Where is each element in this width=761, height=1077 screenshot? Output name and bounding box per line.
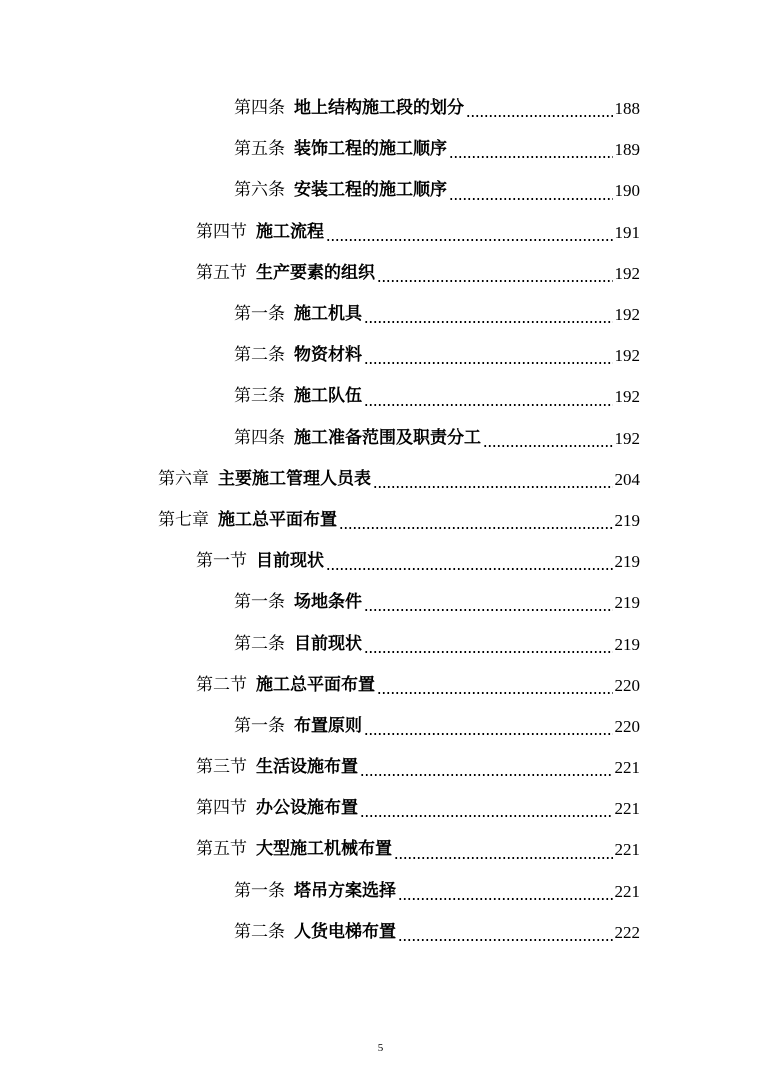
toc-entry-page: 192 — [614, 387, 640, 407]
toc-entry-page: 188 — [614, 99, 640, 119]
toc-entry-page: 219 — [614, 634, 640, 654]
toc-entry-title: 塔吊方案选择 — [294, 880, 396, 901]
toc-entry-number: 第七章 — [158, 509, 209, 530]
toc-entry-title: 施工准备范围及职责分工 — [294, 427, 481, 448]
toc-dot-leader — [449, 156, 613, 158]
toc-entry-title: 生活设施布置 — [256, 757, 358, 778]
toc-entry[interactable] — [0, 459, 761, 500]
toc-dot-leader — [466, 115, 613, 117]
toc-entry-title: 办公设施布置 — [256, 798, 358, 819]
toc-entry-number: 第二条 — [234, 345, 285, 366]
toc-entry-title: 主要施工管理人员表 — [218, 468, 371, 489]
toc-entry[interactable] — [0, 871, 761, 912]
toc-entry[interactable] — [0, 747, 761, 788]
toc-entry-page: 192 — [614, 263, 640, 283]
toc-dot-leader — [364, 404, 613, 406]
toc-dot-leader — [398, 939, 613, 941]
toc-entry-title: 物资材料 — [294, 345, 362, 366]
toc-dot-leader — [373, 486, 613, 488]
toc-dot-leader — [394, 857, 613, 859]
page-number: 5 — [377, 1042, 384, 1054]
toc-dot-leader — [360, 815, 613, 817]
toc-entry[interactable] — [0, 829, 761, 870]
toc-entry-page: 220 — [614, 675, 640, 695]
toc-entry-page: 219 — [614, 593, 640, 613]
toc-entry-number: 第一条 — [234, 715, 285, 736]
toc-entry-number: 第二条 — [234, 921, 285, 942]
toc-entry-number: 第三节 — [196, 757, 247, 778]
toc-entry-page: 191 — [614, 222, 640, 242]
toc-entry-title: 目前现状 — [294, 633, 362, 654]
toc-entry[interactable] — [0, 623, 761, 664]
toc-entry-title: 大型施工机械布置 — [256, 839, 392, 860]
toc-dot-leader — [377, 280, 613, 282]
toc-entry-title: 施工队伍 — [294, 386, 362, 407]
toc-dot-leader — [339, 527, 613, 529]
toc-dot-leader — [364, 321, 613, 323]
toc-entry[interactable] — [0, 129, 761, 170]
toc-entry-page: 192 — [614, 346, 640, 366]
toc-entry-title: 布置原则 — [294, 715, 362, 736]
toc-dot-leader — [377, 692, 613, 694]
toc-entry-page: 192 — [614, 428, 640, 448]
toc-dot-leader — [326, 568, 613, 570]
toc-entry-number: 第一条 — [234, 592, 285, 613]
toc-entry[interactable] — [0, 418, 761, 459]
toc-entry-number: 第五节 — [196, 262, 247, 283]
toc-entry-number: 第一节 — [196, 551, 247, 572]
toc-entry[interactable] — [0, 665, 761, 706]
toc-dot-leader — [483, 445, 613, 447]
toc-entry[interactable] — [0, 500, 761, 541]
toc-dot-leader — [364, 609, 613, 611]
table-of-contents — [0, 88, 761, 953]
toc-entry[interactable] — [0, 706, 761, 747]
toc-entry-number: 第三条 — [234, 386, 285, 407]
toc-entry-number: 第一条 — [234, 880, 285, 901]
toc-entry-page: 221 — [614, 881, 640, 901]
toc-dot-leader — [364, 733, 613, 735]
toc-dot-leader — [398, 898, 613, 900]
toc-entry-number: 第五条 — [234, 139, 285, 160]
toc-entry-title: 生产要素的组织 — [256, 262, 375, 283]
toc-entry-number: 第一条 — [234, 304, 285, 325]
toc-dot-leader — [449, 198, 613, 200]
toc-entry-title: 施工机具 — [294, 304, 362, 325]
toc-entry[interactable] — [0, 88, 761, 129]
toc-entry-number: 第六条 — [234, 180, 285, 201]
toc-entry[interactable] — [0, 170, 761, 211]
toc-entry-number: 第六章 — [158, 468, 209, 489]
toc-entry-title: 装饰工程的施工顺序 — [294, 139, 447, 160]
toc-entry-number: 第四条 — [234, 427, 285, 448]
toc-entry-title: 安装工程的施工顺序 — [294, 180, 447, 201]
toc-entry[interactable] — [0, 582, 761, 623]
toc-entry-title: 施工总平面布置 — [256, 674, 375, 695]
toc-entry-page: 222 — [614, 922, 640, 942]
toc-entry-page: 192 — [614, 305, 640, 325]
toc-entry-number: 第四节 — [196, 221, 247, 242]
toc-entry[interactable] — [0, 253, 761, 294]
toc-entry[interactable] — [0, 788, 761, 829]
toc-entry-title: 人货电梯布置 — [294, 921, 396, 942]
toc-entry[interactable] — [0, 376, 761, 417]
toc-entry-number: 第四节 — [196, 798, 247, 819]
toc-entry-page: 220 — [614, 716, 640, 736]
toc-entry[interactable] — [0, 212, 761, 253]
toc-entry-title: 施工总平面布置 — [218, 509, 337, 530]
toc-entry-page: 190 — [614, 181, 640, 201]
toc-dot-leader — [364, 362, 613, 364]
toc-entry-page: 221 — [614, 799, 640, 819]
toc-entry[interactable] — [0, 335, 761, 376]
toc-dot-leader — [360, 774, 613, 776]
toc-entry-page: 189 — [614, 140, 640, 160]
toc-entry-page: 219 — [614, 510, 640, 530]
toc-entry-title: 施工流程 — [256, 221, 324, 242]
toc-entry[interactable] — [0, 294, 761, 335]
toc-dot-leader — [364, 651, 613, 653]
toc-entry-page: 221 — [614, 758, 640, 778]
toc-entry-page: 219 — [614, 552, 640, 572]
toc-entry-number: 第二条 — [234, 633, 285, 654]
toc-entry-number: 第五节 — [196, 839, 247, 860]
toc-entry[interactable] — [0, 541, 761, 582]
toc-entry-page: 204 — [614, 469, 640, 489]
toc-entry-number: 第二节 — [196, 674, 247, 695]
toc-entry[interactable] — [0, 912, 761, 953]
toc-entry-title: 场地条件 — [294, 592, 362, 613]
toc-entry-title: 目前现状 — [256, 551, 324, 572]
toc-entry-number: 第四条 — [234, 98, 285, 119]
toc-dot-leader — [326, 239, 613, 241]
toc-entry-page: 221 — [614, 840, 640, 860]
toc-entry-title: 地上结构施工段的划分 — [294, 98, 464, 119]
